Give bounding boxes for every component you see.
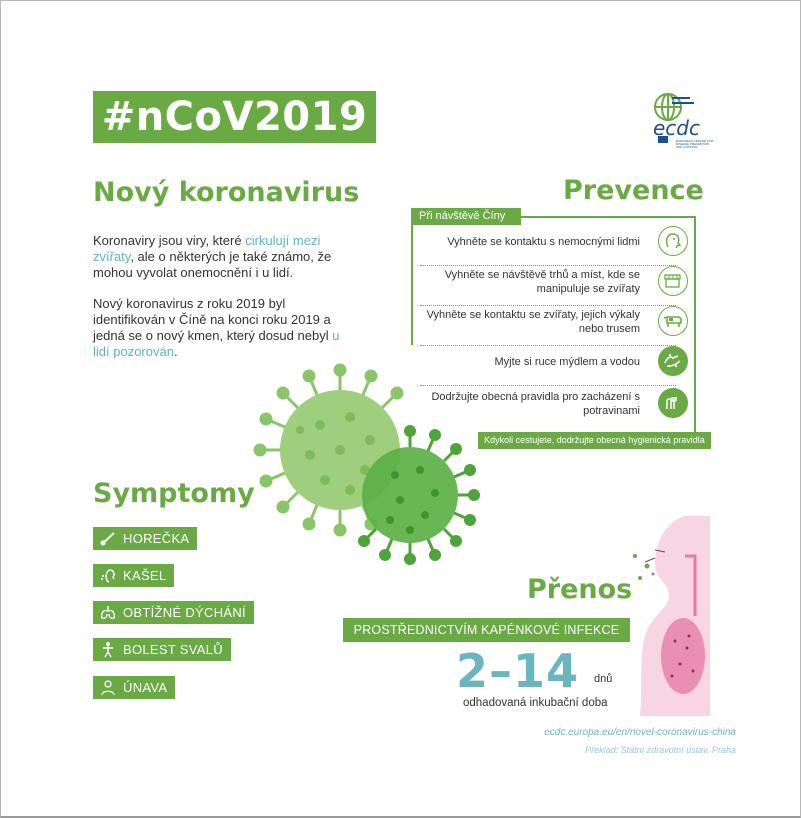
transmission-bar: PROSTŘEDNICTVÍM KAPÉNKOVÉ INFEKCE bbox=[343, 618, 630, 642]
human-respiratory-illustration-icon bbox=[625, 516, 710, 716]
tired-person-icon bbox=[99, 679, 117, 696]
symptom-muscle-pain bbox=[93, 638, 231, 661]
muscle-pain-icon bbox=[99, 641, 117, 658]
prevention-footer: Kdykoli cestujete, dodržujte obecná hygienická pravidla bbox=[478, 432, 711, 449]
prevention-item-text: Dodržujte obecná pravidla pro zacházení s potravinami bbox=[431, 391, 640, 417]
cow-icon bbox=[658, 306, 688, 336]
prevention-item-text: Myjte si ruce mýdlem a vodou bbox=[494, 356, 640, 368]
p2-text-b: . bbox=[173, 344, 178, 359]
symptom-cough bbox=[93, 564, 174, 587]
prevention-item bbox=[420, 381, 676, 427]
incubation-range: 2–14 bbox=[456, 644, 580, 698]
lungs-icon bbox=[99, 604, 117, 621]
prevention-frame-top bbox=[521, 216, 696, 218]
cough-icon bbox=[99, 567, 117, 584]
symptom-label: ÚNAVA bbox=[123, 680, 168, 695]
prevention-frame-right bbox=[694, 216, 696, 444]
symptom-label: HOREČKA bbox=[123, 531, 190, 546]
food-hygiene-icon bbox=[658, 388, 688, 418]
sick-person-icon bbox=[658, 226, 688, 256]
market-stall-icon bbox=[658, 266, 688, 296]
symptom-label: KAŠEL bbox=[123, 568, 167, 583]
p1-highlight: cirkulují mezi zvířaty bbox=[93, 233, 321, 264]
p1-text-b: , ale o některých je také známo, že mohou vyvolat onemocnění i u lidí. bbox=[93, 249, 332, 280]
symptom-fever bbox=[93, 527, 197, 550]
hashtag-banner: #nCoV2019 bbox=[93, 91, 376, 143]
symptom-fatigue bbox=[93, 676, 175, 699]
ecdc-logo-subtitle: EUROPEAN CENTRE FOR DISEASE PREVENTION AND CONTROL bbox=[676, 139, 714, 149]
incubation-unit: dnů bbox=[594, 673, 613, 685]
p1-text-a: Koronaviry jsou viry, které bbox=[93, 233, 246, 248]
p2-highlight: u lidí pozorován bbox=[93, 328, 340, 359]
intro-title: Nový koronavirus bbox=[93, 177, 360, 208]
source-url[interactable]: ecdc.europa.eu/en/novel-coronavirus-china bbox=[544, 727, 736, 738]
transmission-title: Přenos bbox=[527, 574, 633, 605]
intro-paragraph-2 bbox=[93, 296, 358, 360]
prevention-item-text: Vyhněte se návštěvě trhů a míst, kde se manipuluje se zvířaty bbox=[444, 269, 640, 295]
ecdc-logo-text: ecdc bbox=[653, 116, 700, 140]
symptom-label: OBTÍŽNÉ DÝCHÁNÍ bbox=[123, 605, 246, 620]
translation-credit: Překlad: Státní zdravotní ústav, Praha bbox=[585, 745, 736, 755]
prevention-item-text: Vyhněte se kontaktu se zvířaty, jejich výkaly nebo trusem bbox=[426, 309, 640, 335]
hand-wash-icon bbox=[658, 346, 688, 376]
p2-text-a: Nový koronavirus z roku 2019 byl identifikován v Číně na konci roku 2019 a jedná se o nový kmen, který dosud nebyl bbox=[93, 296, 333, 343]
prevention-title: Prevence bbox=[563, 175, 704, 206]
prevention-item-text: Vyhněte se kontaktu s nemocnými lidmi bbox=[447, 236, 640, 248]
prevention-item bbox=[420, 339, 676, 386]
prevention-tab: Při návštěvě Číny bbox=[411, 208, 521, 225]
symptom-breathing bbox=[93, 601, 254, 624]
intro-paragraph-1 bbox=[93, 233, 358, 281]
symptom-label: BOLEST SVALŮ bbox=[123, 642, 223, 657]
thermometer-icon bbox=[99, 530, 117, 547]
symptoms-title: Symptomy bbox=[93, 478, 255, 509]
incubation-caption: odhadovaná inkubační doba bbox=[463, 697, 608, 709]
